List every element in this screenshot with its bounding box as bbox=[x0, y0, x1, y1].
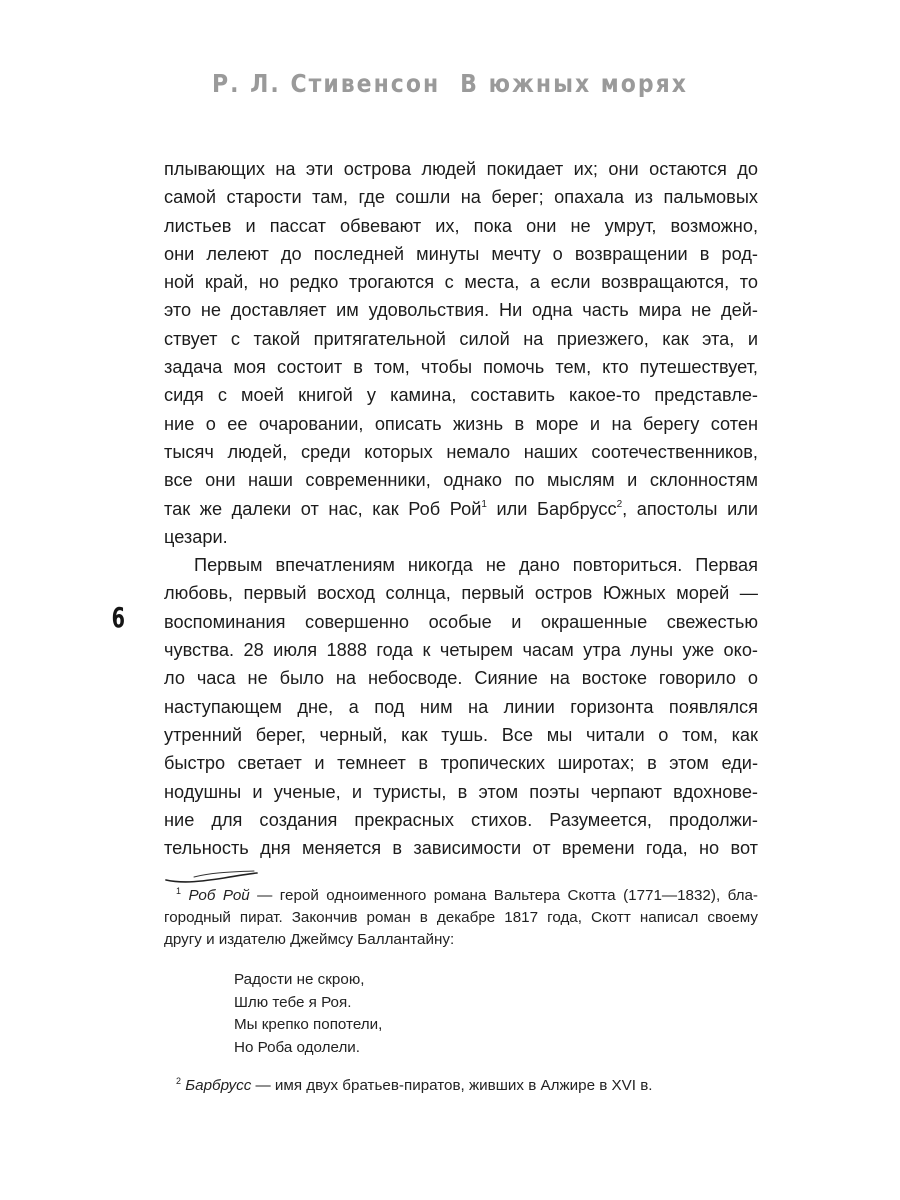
footnote-term: Роб Рой bbox=[188, 887, 250, 904]
text-line: все они наши современники, однако по мыслям и склонностям bbox=[164, 470, 758, 491]
text-line-with-footnote-refs: так же далеки от нас, как Роб Рой$^1$ или Барбрусс$^2$, апостолы или bbox=[164, 498, 758, 519]
footnote-number: 1 bbox=[176, 886, 182, 896]
poem-line: Шлю тебе я Роя. bbox=[234, 993, 352, 1011]
footnote-poem bbox=[234, 969, 758, 1059]
text-line: задача моя состоит в том, чтобы помочь тем, кто путешествует, bbox=[164, 357, 758, 378]
poem-line: Но Роба одолели. bbox=[234, 1038, 361, 1056]
text-line: чувства. 28 июля 1888 года к четырем часам утра луны уже око- bbox=[164, 640, 758, 661]
text-line: листьев и пассат обвевают их, пока они не умрут, возможно, bbox=[164, 215, 758, 236]
poem-line: Мы крепко попотели, bbox=[234, 1016, 383, 1033]
footnote-ref-1[interactable]: 1 bbox=[481, 498, 487, 510]
footnote-number: 2 bbox=[176, 1076, 182, 1086]
footnote-2 bbox=[164, 1075, 758, 1097]
footnote-line: городный пират. Закончив роман в декабре 1817 года, Скотт написал своему bbox=[164, 909, 758, 926]
body-text bbox=[164, 155, 758, 862]
footnote-line: другу и издателю Джеймсу Баллантайну: bbox=[164, 931, 455, 948]
footnote-line: $^2$ Барбрусс — имя двух братьев-пиратов, живших в Алжире в XVI в. bbox=[176, 1076, 653, 1094]
footnotes bbox=[164, 885, 758, 1097]
text-line: сидя с моей книгой у камина, составить какое-то представле- bbox=[164, 385, 758, 406]
text-line: это не доставляет им удовольствия. Ни одна часть мира не дей- bbox=[164, 300, 758, 321]
running-head-title: В южных морях bbox=[460, 70, 688, 99]
text-line: тельность дня меняется в зависимости от времени года, но вот bbox=[164, 838, 758, 859]
text-line: воспоминания совершенно особые и окрашенные свежестью bbox=[164, 611, 758, 632]
text-line: быстро светает и темнеет в тропических широтах; в этом еди- bbox=[164, 753, 758, 774]
text-line: ло часа не было на небосводе. Сияние на востоке говорило о bbox=[164, 668, 758, 689]
footnote-ref-2[interactable]: 2 bbox=[616, 498, 623, 510]
poem-line: Радости не скрою, bbox=[234, 971, 365, 988]
text-line: плывающих на эти острова людей покидает их; они остаются до bbox=[164, 159, 758, 179]
page-number: 6 bbox=[111, 601, 126, 635]
paragraph-first-line: Первым впечатлениям никогда не дано повториться. Первая bbox=[194, 555, 758, 576]
text-line: нодушны и ученые, и туристы, в этом поэты черпают вдохнове- bbox=[164, 781, 758, 802]
text-line: ние для создания прекрасных стихов. Разумеется, продолжи- bbox=[164, 809, 758, 830]
text-line: ной край, но редко трогаются с места, а если возвращаются, то bbox=[164, 272, 758, 293]
text-line: ние о ее очаровании, описать жизнь в море и на берегу сотен bbox=[164, 413, 758, 434]
text-line: утренний берег, черный, как тушь. Все мы читали о том, как bbox=[164, 724, 758, 745]
text-line: наступающем дне, а под ним на линии горизонта появлялся bbox=[164, 696, 758, 717]
running-head-author: Р. Л. Стивенсон bbox=[212, 70, 441, 99]
text-line: они лелеют до последней минуты мечту о возвращении в род- bbox=[164, 243, 758, 264]
text-line: самой старости там, где сошли на берег; опахала из пальмовых bbox=[164, 187, 758, 208]
footnote-term: Барбрусс bbox=[185, 1077, 252, 1094]
text-line: цезари. bbox=[164, 526, 228, 547]
footnote-line: $^1$ Роб Рой — герой одноименного романа Вальтера Скотта (1771—1832), бла- bbox=[176, 886, 758, 904]
running-head bbox=[0, 70, 900, 99]
text-line: любовь, первый восход солнца, первый остров Южных морей — bbox=[164, 583, 758, 604]
text-line: ствует с такой притягательной силой на приезжего, как эта, и bbox=[164, 328, 758, 349]
text-line: тысяч людей, среди которых немало наших соотечественников, bbox=[164, 441, 758, 462]
footnote-1 bbox=[164, 885, 758, 1059]
